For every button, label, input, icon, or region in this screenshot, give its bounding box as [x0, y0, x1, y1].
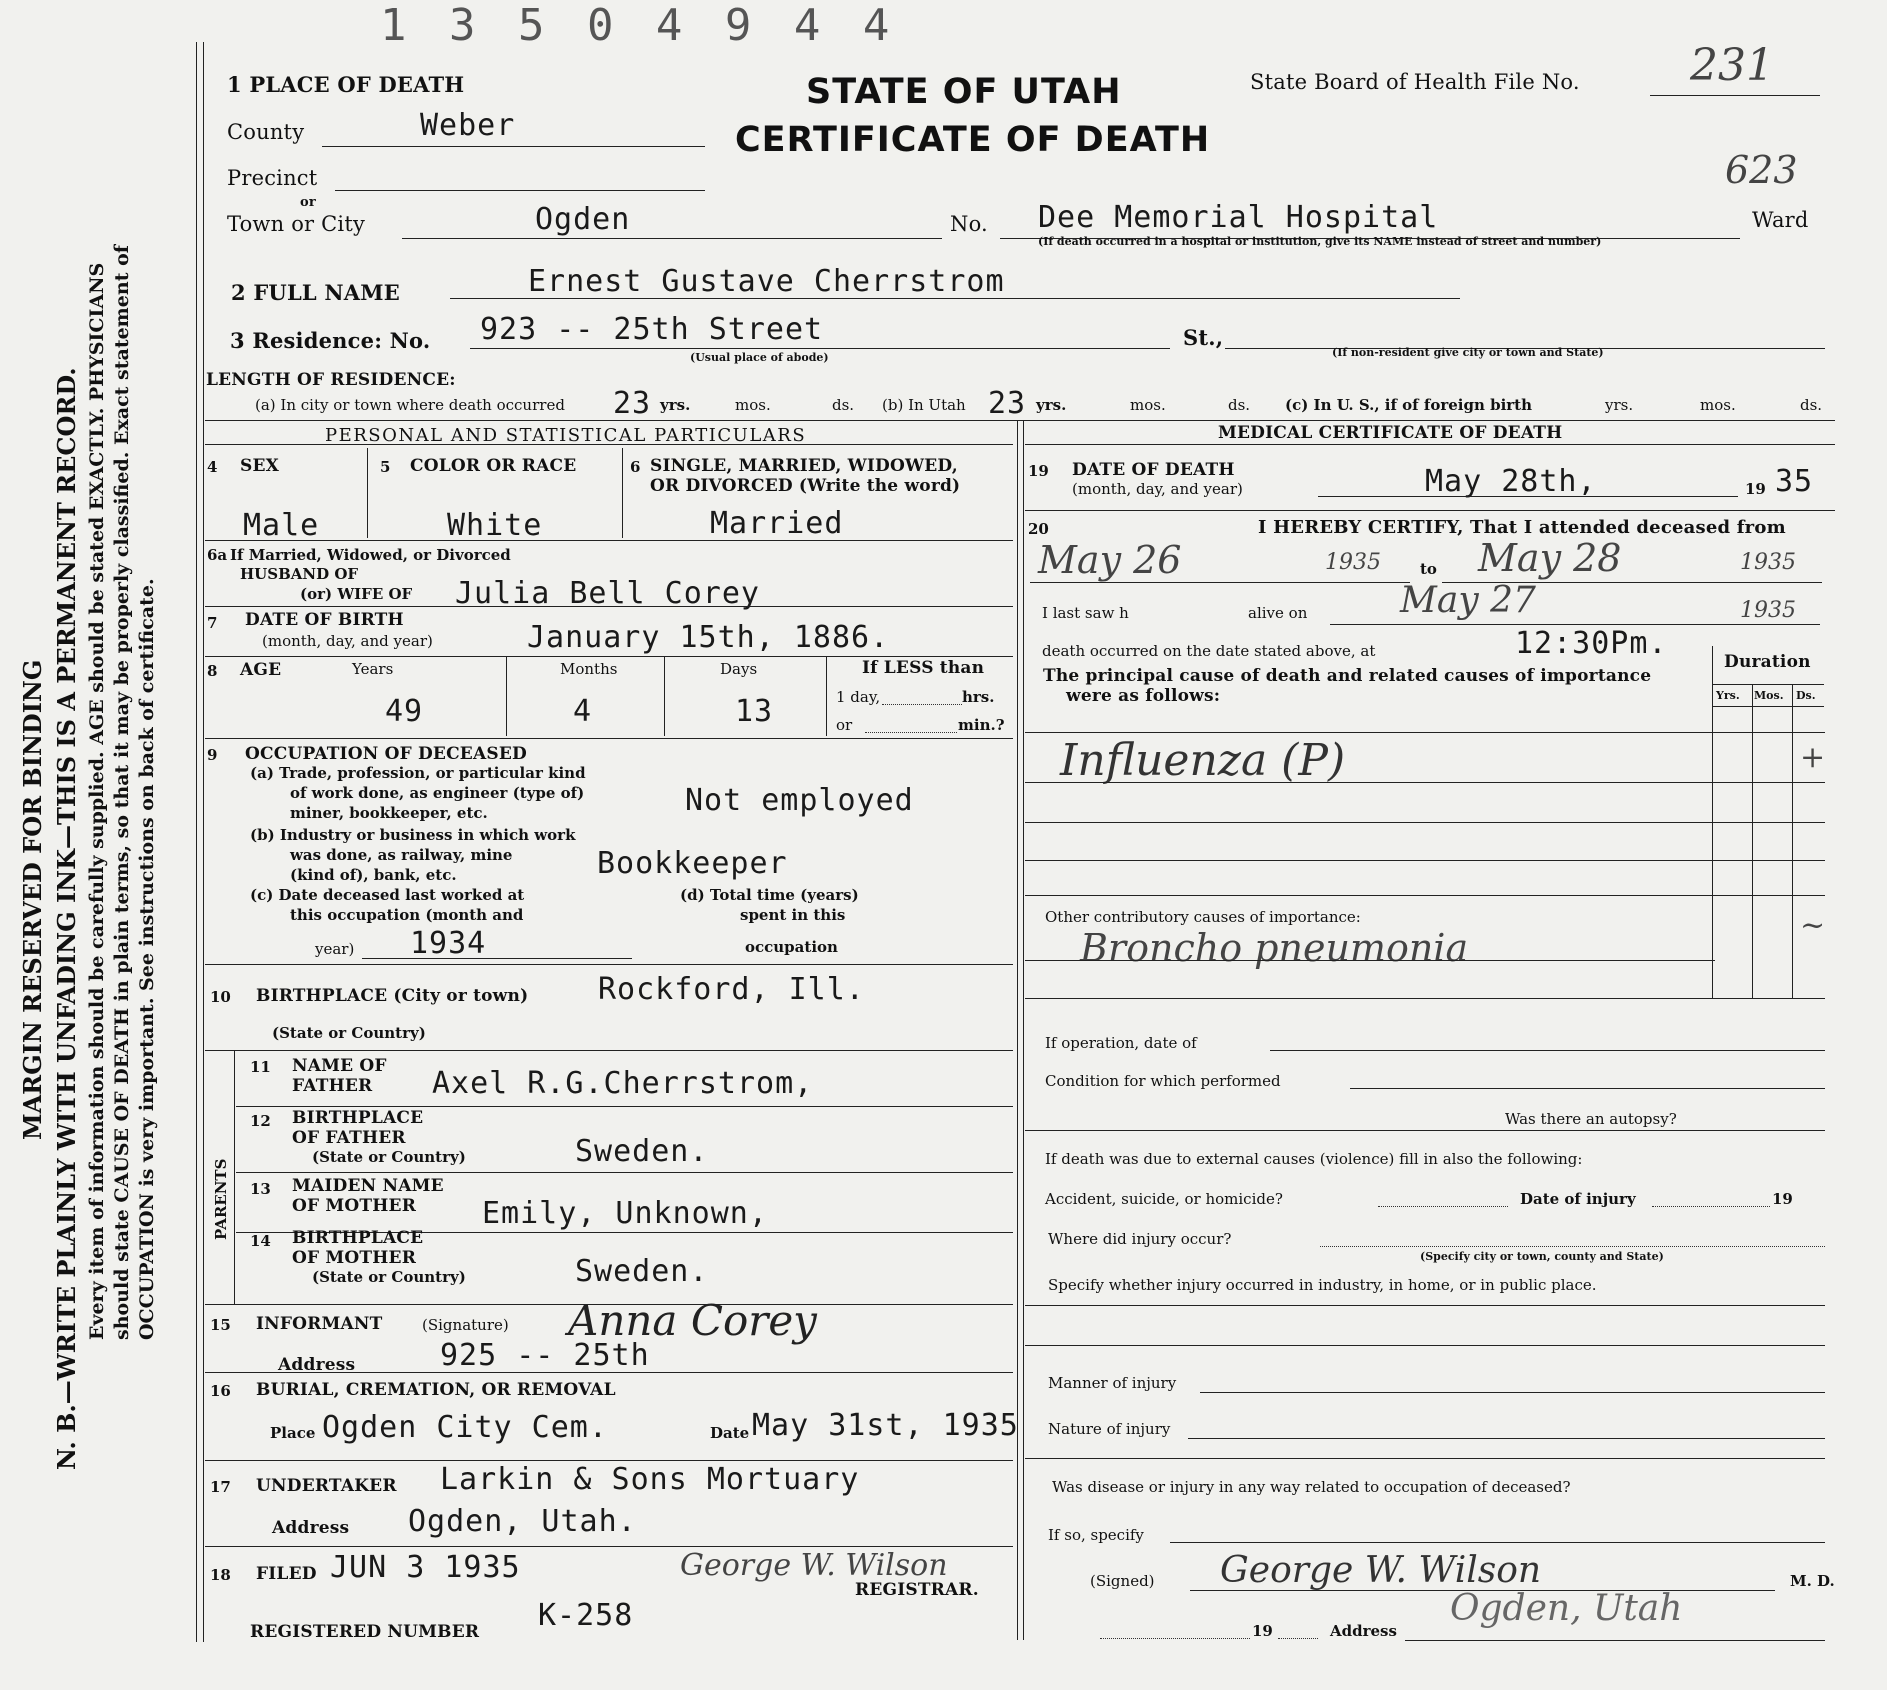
duration-mark-2: ~	[1800, 908, 1826, 943]
attended-to: May 28	[1478, 536, 1622, 580]
spouse-label-3: (or) WIFE OF	[300, 585, 413, 603]
days-label: Days	[720, 660, 758, 678]
last-saw-date: May 27	[1400, 580, 1536, 621]
occ-d-line1: (d) Total time (years)	[680, 886, 859, 904]
burial-date-value: May 31st, 1935	[752, 1408, 1019, 1443]
dod-year-prefix: 19	[1745, 480, 1766, 498]
length-b-yrs: yrs.	[1036, 396, 1067, 414]
mother-label-1: MAIDEN NAME	[292, 1176, 444, 1196]
item-4: 4	[207, 458, 218, 476]
informant-signature-label: (Signature)	[422, 1316, 509, 1334]
hospital-value: Dee Memorial Hospital	[1038, 200, 1439, 235]
parents-label: PARENTS	[212, 1158, 230, 1240]
occupation-a-value: Not employed	[685, 783, 914, 818]
registered-number-value: K-258	[538, 1598, 634, 1633]
or-label: or	[300, 195, 316, 210]
occ-c-line1: (c) Date deceased last worked at	[250, 886, 525, 904]
length-a-label: (a) In city or town where death occurred	[255, 396, 565, 414]
county-label: County	[227, 120, 305, 144]
dod-year-value: 35	[1775, 464, 1814, 499]
item-7: 7	[207, 614, 218, 632]
margin-instructions-3: OCCUPATION is very important. See instructions on back of certificate.	[136, 578, 158, 1340]
occupation-c-value: 1934	[410, 926, 487, 961]
less-label: If LESS than	[862, 658, 985, 678]
town-label: Town or City	[227, 212, 366, 236]
file-no-value: 231	[1690, 40, 1774, 91]
last-saw-label: I last saw h	[1042, 604, 1129, 622]
physician-signature: George W. Wilson	[1220, 1550, 1542, 1591]
item-14: 14	[250, 1232, 271, 1250]
father-label-1: NAME OF	[292, 1056, 387, 1076]
months-label: Months	[560, 660, 618, 678]
father-value: Axel R.G.Cherrstrom,	[432, 1066, 814, 1101]
occ-d-line2: spent in this	[740, 906, 846, 924]
other-causes-value: Broncho pneumonia	[1080, 926, 1469, 970]
where-injury-hint: (Specify city or town, county and State)	[1420, 1250, 1664, 1263]
residence-st: St.,	[1183, 325, 1224, 350]
length-b-value: 23	[988, 386, 1027, 421]
occupation-heading: OCCUPATION OF DECEASED	[245, 744, 527, 764]
spouse-label-2: HUSBAND OF	[240, 565, 359, 583]
physician-address-label: Address	[1330, 1622, 1397, 1640]
death-occurred-label: death occurred on the date stated above, at	[1042, 642, 1376, 660]
dob-label-1: DATE OF BIRTH	[245, 610, 404, 630]
duration-mos: Mos.	[1754, 689, 1784, 702]
mbirth-label-3: (State or Country)	[312, 1268, 466, 1286]
father-label-2: FATHER	[292, 1076, 373, 1096]
burial-place-label: Place	[270, 1424, 316, 1442]
undertaker-label: UNDERTAKER	[256, 1476, 397, 1496]
autopsy-label: Was there an autopsy?	[1505, 1110, 1677, 1128]
length-a-yrs: yrs.	[660, 396, 691, 414]
length-c-yrs: yrs.	[1605, 396, 1634, 414]
years-label: Years	[352, 660, 394, 678]
certificate-title-state: STATE OF UTAH	[806, 72, 1122, 112]
item-19: 19	[1028, 462, 1049, 480]
item-16: 16	[210, 1382, 231, 1400]
to-label: to	[1420, 560, 1437, 578]
length-c-ds: ds.	[1800, 396, 1823, 414]
undertaker-address-value: Ogden, Utah.	[408, 1504, 637, 1539]
place-heading: 1 PLACE OF DEATH	[227, 72, 465, 97]
attended-to-year: 1935	[1740, 550, 1796, 575]
occ-c-line2: this occupation (month and	[290, 906, 524, 924]
attended-from-year: 1935	[1325, 550, 1381, 575]
informant-address-value: 925 -- 25th	[440, 1338, 650, 1373]
principal-cause-2: were as follows:	[1066, 686, 1221, 706]
length-b-label: (b) In Utah	[882, 396, 966, 414]
margin-binding-note: MARGIN RESERVED FOR BINDING	[18, 659, 47, 1140]
fbirth-label-1: BIRTHPLACE	[292, 1108, 424, 1128]
mbirth-label-1: BIRTHPLACE	[292, 1228, 424, 1248]
principal-cause-1: The principal cause of death and related causes of importance	[1043, 666, 1652, 686]
item-20: 20	[1028, 520, 1049, 538]
item-5: 5	[380, 458, 391, 476]
duration-mark-1: +	[1800, 740, 1826, 775]
dod-label-2: (month, day, and year)	[1072, 480, 1243, 498]
where-injury-label: Where did injury occur?	[1048, 1230, 1232, 1248]
spouse-value: Julia Bell Corey	[455, 576, 760, 611]
other-causes-label: Other contributory causes of importance:	[1045, 908, 1361, 926]
length-a-mos: mos.	[735, 396, 771, 414]
fbirth-label-3: (State or Country)	[312, 1148, 466, 1166]
mother-value: Emily, Unknown,	[482, 1196, 768, 1231]
no-label: No.	[950, 212, 988, 236]
item-6: 6	[630, 458, 641, 476]
registrar-signature: George W. Wilson	[680, 1548, 948, 1583]
principal-cause-value: Influenza (P)	[1060, 735, 1346, 786]
alive-on-label: alive on	[1248, 604, 1308, 622]
condition-label: Condition for which performed	[1045, 1072, 1281, 1090]
mother-label-2: OF MOTHER	[292, 1196, 417, 1216]
length-a-ds: ds.	[832, 396, 855, 414]
undertaker-address-label: Address	[272, 1518, 350, 1538]
or-min-label: or	[836, 716, 853, 734]
occ-a-line1: (a) Trade, profession, or particular kind	[250, 764, 586, 782]
attended-from: May 26	[1038, 538, 1182, 582]
race-value: White	[447, 508, 543, 543]
item-6a: 6a	[207, 546, 228, 564]
full-name-value: Ernest Gustave Cherrstrom	[528, 264, 1005, 299]
burial-date-label: Date	[710, 1424, 750, 1442]
ward-label: Ward	[1752, 208, 1809, 232]
age-years-value: 49	[385, 694, 424, 729]
occ-d-line3: occupation	[745, 938, 838, 956]
length-a-value: 23	[613, 386, 652, 421]
item-9: 9	[207, 746, 218, 764]
occ-b-line2: was done, as railway, mine	[290, 846, 513, 864]
dob-label-2: (month, day, and year)	[262, 632, 433, 650]
birth-state-label: (State or Country)	[272, 1024, 426, 1042]
nonresident-hint: (If non-resident give city or town and State)	[1332, 346, 1604, 359]
filed-label: FILED	[256, 1564, 317, 1584]
burial-place-value: Ogden City Cem.	[322, 1410, 608, 1445]
serial-number: 1 3 5 0 4 9 4 4	[380, 0, 898, 51]
duration-yrs: Yrs.	[1716, 689, 1740, 702]
marital-label-2: OR DIVORCED (Write the word)	[650, 476, 961, 496]
informant-signature: Anna Corey	[568, 1296, 817, 1345]
occ-b-line1: (b) Industry or business in which work	[250, 826, 576, 844]
item-13: 13	[250, 1180, 271, 1198]
precinct-label: Precinct	[227, 166, 318, 190]
injury-year-prefix: 19	[1772, 1190, 1793, 1208]
residence-value: 923 -- 25th Street	[480, 312, 824, 347]
marital-value: Married	[710, 506, 844, 541]
signed-label: (Signed)	[1090, 1572, 1155, 1590]
margin-permanent-note: N. B.—WRITE PLAINLY WITH UNFADING INK—THIS IS A PERMANENT RECORD.	[52, 367, 81, 1470]
length-b-mos: mos.	[1130, 396, 1166, 414]
file-no-alt: 623	[1725, 148, 1798, 192]
residence-hint: (Usual place of abode)	[690, 351, 829, 364]
informant-label: INFORMANT	[256, 1314, 383, 1334]
min-label: min.?	[958, 716, 1005, 734]
medical-heading: MEDICAL CERTIFICATE OF DEATH	[1218, 423, 1563, 443]
date-injury-label: Date of injury	[1520, 1190, 1636, 1208]
full-name-label: 2 FULL NAME	[231, 280, 400, 305]
item-11: 11	[250, 1058, 271, 1076]
duration-ds: Ds.	[1796, 689, 1816, 702]
occ-a-line3: miner, bookkeeper, etc.	[290, 804, 488, 822]
burial-label: BURIAL, CREMATION, OR REMOVAL	[256, 1380, 616, 1400]
mother-birthplace-value: Sweden.	[575, 1254, 709, 1289]
age-days-value: 13	[735, 694, 774, 729]
registrar-label: REGISTRAR.	[855, 1580, 979, 1600]
certify-text: I HEREBY CERTIFY, That I attended deceased from	[1258, 517, 1786, 538]
item-12: 12	[250, 1112, 271, 1130]
md-label: M. D.	[1790, 1572, 1835, 1590]
residence-label: 3 Residence: No.	[230, 328, 431, 353]
filed-value: JUN 3 1935	[330, 1550, 521, 1585]
death-time-value: 12:30Pm.	[1515, 626, 1668, 661]
hospital-hint: (If death occurred in a hospital or institution, give its NAME instead of street and number)	[1038, 235, 1602, 248]
sex-label: SEX	[240, 456, 280, 476]
item-17: 17	[210, 1478, 231, 1496]
race-label: COLOR OR RACE	[410, 456, 577, 476]
physician-address-value: Ogden, Utah	[1450, 1588, 1683, 1629]
dob-value: January 15th, 1886.	[527, 620, 890, 655]
age-months-value: 4	[573, 694, 593, 729]
sign-year-prefix: 19	[1252, 1622, 1273, 1640]
town-value: Ogden	[535, 202, 631, 237]
if-so-label: If so, specify	[1048, 1526, 1144, 1544]
county-value: Weber	[420, 108, 516, 143]
dod-label-1: DATE OF DEATH	[1072, 460, 1235, 480]
occ-b-line3: (kind of), bank, etc.	[290, 866, 457, 884]
one-day-label: 1 day,	[836, 688, 881, 706]
item-8: 8	[207, 662, 218, 680]
last-saw-year: 1935	[1740, 598, 1796, 623]
certificate-title: CERTIFICATE OF DEATH	[735, 120, 1211, 160]
operation-label: If operation, date of	[1045, 1034, 1197, 1052]
personal-heading: PERSONAL AND STATISTICAL PARTICULARS	[325, 425, 807, 446]
marital-label-1: SINGLE, MARRIED, WIDOWED,	[650, 456, 958, 476]
length-heading: LENGTH OF RESIDENCE:	[206, 370, 456, 390]
undertaker-value: Larkin & Sons Mortuary	[440, 1462, 860, 1497]
spouse-label-1: If Married, Widowed, or Divorced	[230, 546, 511, 564]
related-occupation-label: Was disease or injury in any way related to occupation of deceased?	[1052, 1478, 1571, 1496]
occupation-b-value: Bookkeeper	[597, 846, 788, 881]
sex-value: Male	[243, 508, 320, 543]
birthplace-value: Rockford, Ill.	[598, 972, 865, 1007]
specify-whether-label: Specify whether injury occurred in industry, in home, or in public place.	[1048, 1276, 1597, 1294]
manner-label: Manner of injury	[1048, 1374, 1177, 1392]
birthplace-label: BIRTHPLACE (City or town)	[256, 986, 529, 1006]
margin-instructions-2: should state CAUSE OF DEATH in plain terms, so that it may be properly classified. Exact statement of	[111, 245, 133, 1340]
item-18: 18	[210, 1566, 231, 1584]
file-no-label: State Board of Health File No.	[1250, 70, 1580, 94]
informant-address-label: Address	[278, 1355, 356, 1375]
length-c-label: (c) In U. S., if of foreign birth	[1285, 396, 1533, 414]
nature-label: Nature of injury	[1048, 1420, 1171, 1438]
occ-c-line3: year)	[315, 940, 355, 958]
fbirth-label-2: OF FATHER	[292, 1128, 406, 1148]
hrs-label: hrs.	[962, 688, 995, 706]
duration-label: Duration	[1724, 652, 1811, 672]
external-causes-label: If death was due to external causes (violence) fill in also the following:	[1045, 1150, 1583, 1168]
registered-number-label: REGISTERED NUMBER	[250, 1622, 480, 1642]
item-10: 10	[210, 988, 231, 1006]
length-b-ds: ds.	[1228, 396, 1251, 414]
occ-a-line2: of work done, as engineer (type of)	[290, 784, 585, 802]
mbirth-label-2: OF MOTHER	[292, 1248, 417, 1268]
dod-value: May 28th,	[1425, 464, 1597, 499]
length-c-mos: mos.	[1700, 396, 1736, 414]
father-birthplace-value: Sweden.	[575, 1134, 709, 1169]
item-15: 15	[210, 1316, 231, 1334]
accident-label: Accident, suicide, or homicide?	[1045, 1190, 1283, 1208]
margin-instructions-1: Every item of information should be carefully supplied. AGE should be stated EXACTLY. PHYSICIANS	[86, 262, 108, 1340]
age-label: AGE	[240, 660, 282, 680]
